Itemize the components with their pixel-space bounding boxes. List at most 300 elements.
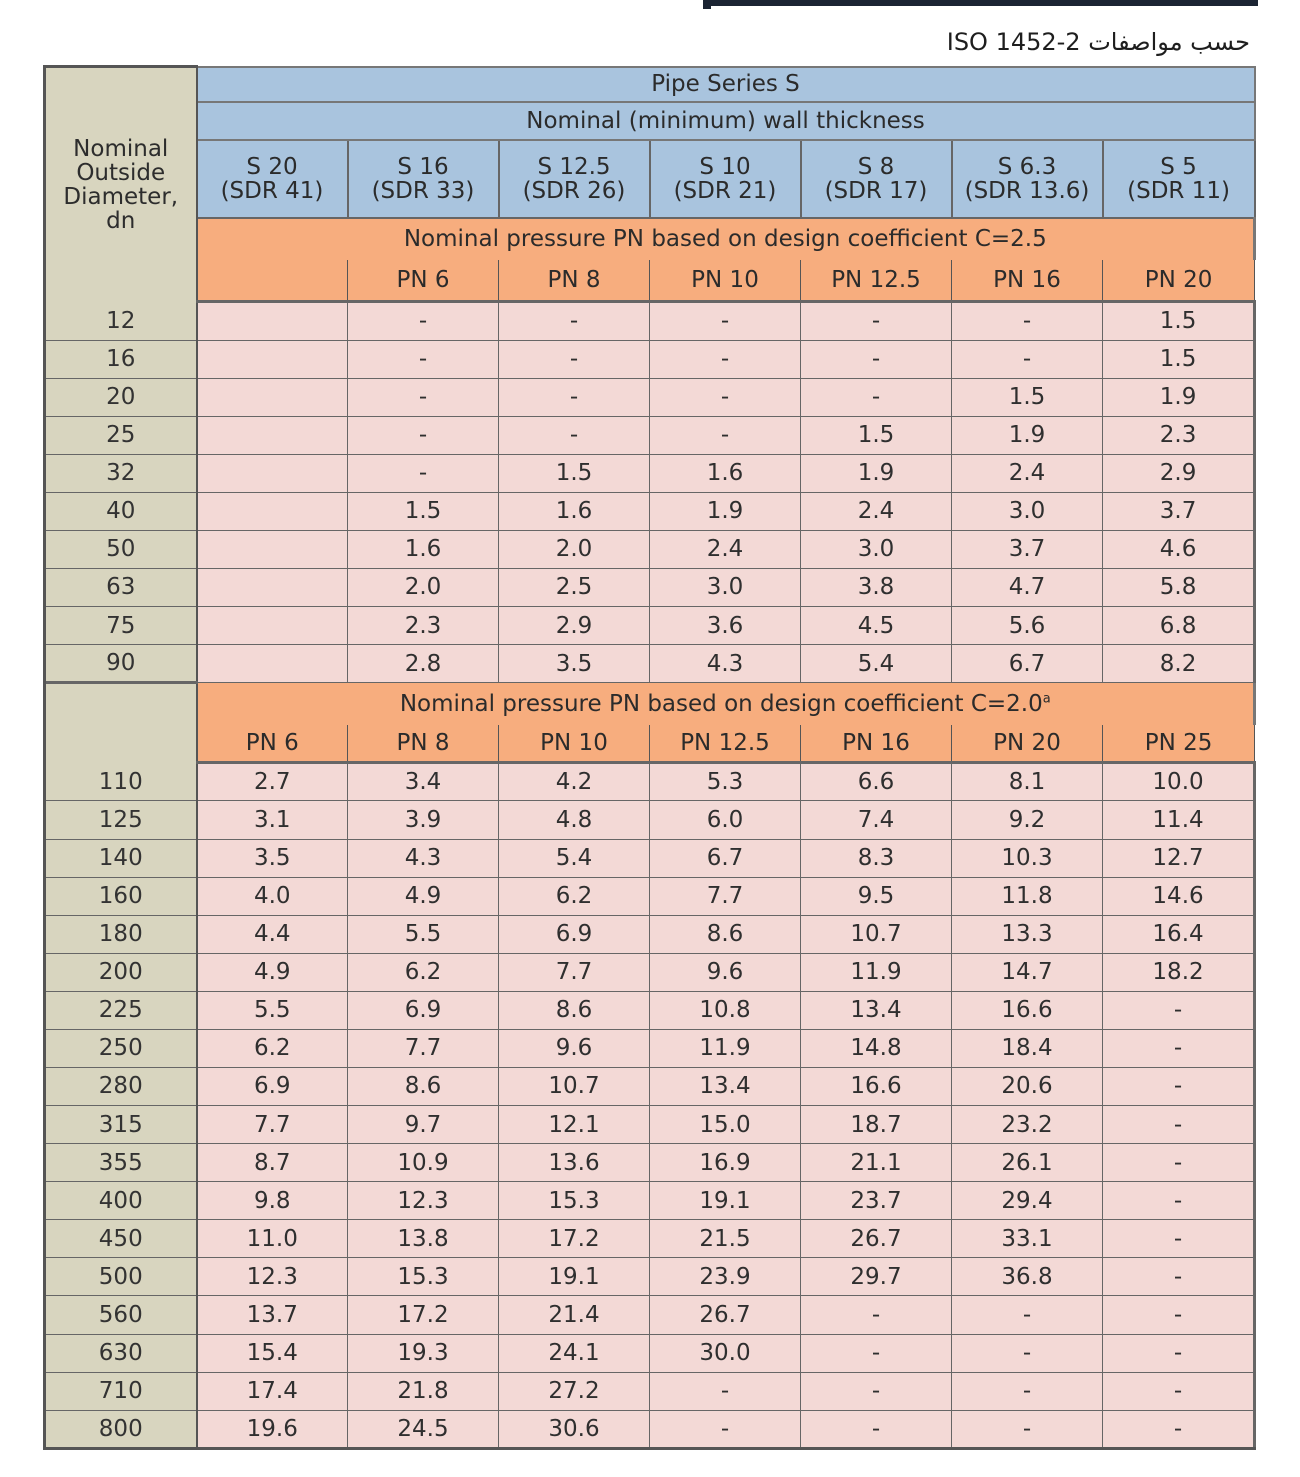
thickness-cell: - bbox=[650, 1410, 801, 1448]
thickness-cell: - bbox=[801, 340, 952, 378]
thickness-cell: 1.9 bbox=[1103, 378, 1255, 416]
dn-header-line: Nominal bbox=[73, 135, 169, 162]
pipe-series-title: Pipe Series S bbox=[197, 67, 1255, 102]
thickness-cell: 21.8 bbox=[348, 1372, 499, 1410]
thickness-cell: - bbox=[952, 340, 1103, 378]
thickness-cell: 11.0 bbox=[197, 1220, 348, 1258]
thickness-cell: 8.1 bbox=[952, 763, 1103, 801]
thickness-cell: 1.6 bbox=[650, 454, 801, 492]
thickness-cell bbox=[197, 378, 348, 416]
dn-value: 225 bbox=[45, 991, 197, 1029]
table-row bbox=[45, 645, 1255, 683]
dn-value: 500 bbox=[45, 1258, 197, 1296]
dn-value: 20 bbox=[45, 378, 197, 416]
table-row bbox=[45, 302, 1255, 340]
series-label: S 12.5 bbox=[537, 153, 611, 180]
thickness-cell: 9.2 bbox=[952, 801, 1103, 839]
thickness-cell: - bbox=[348, 416, 499, 454]
thickness-cell: 12.3 bbox=[348, 1182, 499, 1220]
thickness-cell: 24.5 bbox=[348, 1410, 499, 1448]
thickness-cell: 10.7 bbox=[499, 1068, 650, 1106]
thickness-cell: 10.7 bbox=[801, 915, 952, 953]
series-header-cell bbox=[801, 140, 952, 218]
pn-label: PN 16 bbox=[952, 260, 1103, 302]
thickness-cell: 15.3 bbox=[348, 1258, 499, 1296]
thickness-cell: 6.2 bbox=[197, 1029, 348, 1067]
sdr-label: (SDR 17) bbox=[824, 177, 928, 204]
thickness-cell: 12.1 bbox=[499, 1106, 650, 1144]
thickness-cell: 18.4 bbox=[952, 1029, 1103, 1067]
thickness-cell: 10.9 bbox=[348, 1144, 499, 1182]
thickness-cell: 29.7 bbox=[801, 1258, 952, 1296]
thickness-cell: 2.5 bbox=[499, 569, 650, 607]
thickness-cell: - bbox=[348, 378, 499, 416]
thickness-cell: 1.9 bbox=[650, 492, 801, 530]
thickness-cell: 2.0 bbox=[348, 569, 499, 607]
dn-value: 355 bbox=[45, 1144, 197, 1182]
table-row bbox=[45, 1106, 1255, 1144]
thickness-cell: 7.7 bbox=[650, 877, 801, 915]
thickness-cell: 4.3 bbox=[348, 839, 499, 877]
thickness-cell: 7.7 bbox=[499, 953, 650, 991]
pn-label: PN 8 bbox=[499, 260, 650, 302]
thickness-cell: 10.0 bbox=[1103, 763, 1255, 801]
thickness-cell: 8.7 bbox=[197, 1144, 348, 1182]
thickness-cell: 4.0 bbox=[197, 877, 348, 915]
thickness-cell: 6.2 bbox=[348, 953, 499, 991]
pn-label: PN 16 bbox=[801, 725, 952, 763]
thickness-cell: 13.6 bbox=[499, 1144, 650, 1182]
thickness-cell bbox=[197, 569, 348, 607]
thickness-cell: 36.8 bbox=[952, 1258, 1103, 1296]
table-row bbox=[45, 416, 1255, 454]
thickness-cell: 23.7 bbox=[801, 1182, 952, 1220]
thickness-cell: - bbox=[1103, 1334, 1255, 1372]
thickness-cell: 24.1 bbox=[499, 1334, 650, 1372]
wall-thickness-table bbox=[43, 65, 1256, 1450]
thickness-cell: 7.4 bbox=[801, 801, 952, 839]
thickness-cell: - bbox=[1103, 1220, 1255, 1258]
thickness-cell: - bbox=[801, 1372, 952, 1410]
thickness-cell: - bbox=[952, 1334, 1103, 1372]
thickness-cell: 5.6 bbox=[952, 607, 1103, 645]
thickness-cell: 2.0 bbox=[499, 530, 650, 568]
wall-thickness-title: Nominal (minimum) wall thickness bbox=[197, 102, 1255, 140]
dn-value: 800 bbox=[45, 1410, 197, 1448]
table-row bbox=[45, 454, 1255, 492]
table-row bbox=[45, 1334, 1255, 1372]
thickness-cell: 26.7 bbox=[801, 1220, 952, 1258]
thickness-cell: 4.5 bbox=[801, 607, 952, 645]
thickness-cell: - bbox=[499, 340, 650, 378]
thickness-cell: 27.2 bbox=[499, 1372, 650, 1410]
thickness-cell: - bbox=[1103, 1068, 1255, 1106]
thickness-cell: 8.6 bbox=[650, 915, 801, 953]
dn-value: 250 bbox=[45, 1029, 197, 1067]
dn-value: 560 bbox=[45, 1296, 197, 1334]
thickness-cell: 3.6 bbox=[650, 607, 801, 645]
dn-value: 160 bbox=[45, 877, 197, 915]
section2-title-cell bbox=[197, 683, 1255, 725]
thickness-cell: - bbox=[952, 1296, 1103, 1334]
thickness-cell: - bbox=[348, 454, 499, 492]
thickness-cell: - bbox=[650, 302, 801, 340]
thickness-cell: 5.3 bbox=[650, 763, 801, 801]
dn-value: 140 bbox=[45, 839, 197, 877]
table-row bbox=[45, 877, 1255, 915]
thickness-cell: 2.4 bbox=[650, 530, 801, 568]
thickness-cell: 9.8 bbox=[197, 1182, 348, 1220]
thickness-cell: 1.5 bbox=[952, 378, 1103, 416]
thickness-cell: - bbox=[1103, 1410, 1255, 1448]
thickness-cell: 4.3 bbox=[650, 645, 801, 683]
dn-value: 400 bbox=[45, 1182, 197, 1220]
thickness-cell: 3.8 bbox=[801, 569, 952, 607]
thickness-cell: 6.6 bbox=[801, 763, 952, 801]
thickness-cell: 20.6 bbox=[952, 1068, 1103, 1106]
series-header-cell bbox=[650, 140, 801, 218]
thickness-cell: 8.3 bbox=[801, 839, 952, 877]
table-row bbox=[45, 1068, 1255, 1106]
dn-value: 63 bbox=[45, 569, 197, 607]
dn-value: 75 bbox=[45, 607, 197, 645]
thickness-cell: - bbox=[1103, 1182, 1255, 1220]
series-label: S 5 bbox=[1160, 153, 1197, 180]
thickness-cell: 11.9 bbox=[650, 1029, 801, 1067]
thickness-cell: 9.7 bbox=[348, 1106, 499, 1144]
thickness-cell: 1.5 bbox=[1103, 340, 1255, 378]
thickness-cell: 18.7 bbox=[801, 1106, 952, 1144]
thickness-cell: - bbox=[1103, 1106, 1255, 1144]
thickness-cell: - bbox=[801, 1410, 952, 1448]
thickness-cell: - bbox=[1103, 1372, 1255, 1410]
series-label: S 10 bbox=[699, 153, 751, 180]
dn-header-line: Outside bbox=[76, 159, 166, 186]
thickness-cell bbox=[197, 340, 348, 378]
thickness-cell: 6.7 bbox=[952, 645, 1103, 683]
pn-label: PN 12.5 bbox=[801, 260, 952, 302]
thickness-cell bbox=[197, 454, 348, 492]
thickness-cell: 11.8 bbox=[952, 877, 1103, 915]
sdr-label: (SDR 11) bbox=[1127, 177, 1230, 204]
table-row bbox=[45, 607, 1255, 645]
pn-label: PN 6 bbox=[348, 260, 499, 302]
thickness-cell: 19.6 bbox=[197, 1410, 348, 1448]
thickness-cell bbox=[197, 607, 348, 645]
thickness-cell: - bbox=[801, 1296, 952, 1334]
thickness-cell: 12.7 bbox=[1103, 839, 1255, 877]
thickness-cell: 26.1 bbox=[952, 1144, 1103, 1182]
thickness-cell bbox=[197, 416, 348, 454]
dn-value: 12 bbox=[45, 302, 197, 340]
thickness-cell: 21.1 bbox=[801, 1144, 952, 1182]
thickness-cell: - bbox=[348, 340, 499, 378]
series-header-cell bbox=[1103, 140, 1255, 218]
dn-value: 125 bbox=[45, 801, 197, 839]
thickness-cell: 16.6 bbox=[952, 991, 1103, 1029]
thickness-cell: 3.5 bbox=[499, 645, 650, 683]
thickness-cell: 2.7 bbox=[197, 763, 348, 801]
thickness-cell: 6.8 bbox=[1103, 607, 1255, 645]
thickness-cell: 8.6 bbox=[348, 1068, 499, 1106]
thickness-cell: - bbox=[499, 416, 650, 454]
section2-title: Nominal pressure PN based on design coefficient C=2.0 bbox=[399, 690, 1043, 717]
thickness-cell bbox=[197, 302, 348, 340]
dn-value: 315 bbox=[45, 1106, 197, 1144]
pn-label: PN 12.5 bbox=[650, 725, 801, 763]
thickness-cell: - bbox=[499, 302, 650, 340]
thickness-cell: - bbox=[801, 1334, 952, 1372]
pn-label: PN 8 bbox=[348, 725, 499, 763]
pn-label: PN 10 bbox=[650, 260, 801, 302]
dn-value: 450 bbox=[45, 1220, 197, 1258]
thickness-cell: 16.9 bbox=[650, 1144, 801, 1182]
thickness-cell: 4.8 bbox=[499, 801, 650, 839]
dn-header-line: dn bbox=[106, 208, 136, 235]
thickness-cell: 26.7 bbox=[650, 1296, 801, 1334]
thickness-cell: 2.4 bbox=[952, 454, 1103, 492]
thickness-cell: 13.3 bbox=[952, 915, 1103, 953]
table-row bbox=[45, 801, 1255, 839]
thickness-cell: 23.2 bbox=[952, 1106, 1103, 1144]
thickness-cell: 5.8 bbox=[1103, 569, 1255, 607]
table-row bbox=[45, 1296, 1255, 1334]
thickness-cell: 17.4 bbox=[197, 1372, 348, 1410]
thickness-cell: 3.9 bbox=[348, 801, 499, 839]
thickness-cell: 1.9 bbox=[801, 454, 952, 492]
series-header-cell bbox=[348, 140, 499, 218]
thickness-cell: 3.7 bbox=[1103, 492, 1255, 530]
thickness-cell: 8.2 bbox=[1103, 645, 1255, 683]
thickness-cell: 15.3 bbox=[499, 1182, 650, 1220]
thickness-cell: - bbox=[1103, 991, 1255, 1029]
pn-label: PN 25 bbox=[1103, 725, 1255, 763]
thickness-cell: 4.9 bbox=[348, 877, 499, 915]
thickness-cell: - bbox=[499, 378, 650, 416]
dn-value: 280 bbox=[45, 1068, 197, 1106]
pn-label: PN 20 bbox=[1103, 260, 1255, 302]
section1-title: Nominal pressure PN based on design coefficient C=2.5 bbox=[197, 218, 1255, 260]
footnote-mark: a bbox=[1042, 691, 1051, 707]
section2-pn-row bbox=[45, 725, 1255, 763]
table-row bbox=[45, 1258, 1255, 1296]
thickness-cell: 16.4 bbox=[1103, 915, 1255, 953]
thickness-cell: 13.4 bbox=[650, 1068, 801, 1106]
thickness-cell: 6.7 bbox=[650, 839, 801, 877]
thickness-cell: 2.3 bbox=[1103, 416, 1255, 454]
thickness-cell: 23.9 bbox=[650, 1258, 801, 1296]
dn-value: 630 bbox=[45, 1334, 197, 1372]
thickness-cell: - bbox=[348, 302, 499, 340]
thickness-cell: 5.5 bbox=[197, 991, 348, 1029]
sdr-label: (SDR 13.6) bbox=[964, 177, 1090, 204]
thickness-cell: 4.7 bbox=[952, 569, 1103, 607]
thickness-cell: 7.7 bbox=[197, 1106, 348, 1144]
dn-column-header bbox=[45, 67, 197, 302]
thickness-cell: 1.6 bbox=[499, 492, 650, 530]
series-label: S 8 bbox=[857, 153, 895, 180]
thickness-cell: 12.3 bbox=[197, 1258, 348, 1296]
top-decorative-bar bbox=[703, 0, 1258, 6]
dn-value: 40 bbox=[45, 492, 197, 530]
table-row bbox=[45, 839, 1255, 877]
thickness-cell: 4.9 bbox=[197, 953, 348, 991]
thickness-cell: 11.4 bbox=[1103, 801, 1255, 839]
dn-value: 50 bbox=[45, 530, 197, 568]
thickness-cell: 29.4 bbox=[952, 1182, 1103, 1220]
thickness-cell: - bbox=[801, 378, 952, 416]
thickness-cell: 14.7 bbox=[952, 953, 1103, 991]
thickness-cell: - bbox=[650, 416, 801, 454]
section1-pn-row bbox=[45, 260, 1255, 302]
dn-value: 16 bbox=[45, 340, 197, 378]
table-row bbox=[45, 1220, 1255, 1258]
thickness-cell: 13.8 bbox=[348, 1220, 499, 1258]
table-row bbox=[45, 953, 1255, 991]
dn-value: 90 bbox=[45, 645, 197, 683]
thickness-cell: 6.9 bbox=[348, 991, 499, 1029]
thickness-cell: 3.5 bbox=[197, 839, 348, 877]
dn-header-line: Diameter, bbox=[63, 183, 179, 210]
thickness-cell: 3.4 bbox=[348, 763, 499, 801]
table-row bbox=[45, 378, 1255, 416]
thickness-cell: 30.0 bbox=[650, 1334, 801, 1372]
series-header-cell bbox=[197, 140, 348, 218]
thickness-cell: 6.9 bbox=[499, 915, 650, 953]
thickness-cell: 3.0 bbox=[801, 530, 952, 568]
series-header-cell bbox=[952, 140, 1103, 218]
dn-value: 180 bbox=[45, 915, 197, 953]
thickness-cell: - bbox=[1103, 1258, 1255, 1296]
table-row bbox=[45, 530, 1255, 568]
pn-label: PN 20 bbox=[952, 725, 1103, 763]
thickness-cell: 5.4 bbox=[801, 645, 952, 683]
thickness-cell: 2.9 bbox=[1103, 454, 1255, 492]
sdr-label: (SDR 41) bbox=[220, 177, 324, 204]
thickness-cell: - bbox=[952, 1372, 1103, 1410]
thickness-cell: 8.6 bbox=[499, 991, 650, 1029]
thickness-cell: 21.5 bbox=[650, 1220, 801, 1258]
dn-value: 200 bbox=[45, 953, 197, 991]
top-decorative-tick bbox=[703, 0, 711, 9]
table-row bbox=[45, 763, 1255, 801]
sdr-label: (SDR 33) bbox=[371, 177, 475, 204]
thickness-cell bbox=[197, 492, 348, 530]
thickness-cell: 1.5 bbox=[499, 454, 650, 492]
thickness-cell: 17.2 bbox=[499, 1220, 650, 1258]
table-row bbox=[45, 1182, 1255, 1220]
thickness-cell: 4.4 bbox=[197, 915, 348, 953]
thickness-cell: 14.6 bbox=[1103, 877, 1255, 915]
series-label: S 6.3 bbox=[997, 153, 1057, 180]
thickness-cell: 15.0 bbox=[650, 1106, 801, 1144]
thickness-cell: 3.0 bbox=[952, 492, 1103, 530]
thickness-cell: - bbox=[952, 302, 1103, 340]
table-row bbox=[45, 492, 1255, 530]
thickness-cell: 19.1 bbox=[499, 1258, 650, 1296]
thickness-cell: 17.2 bbox=[348, 1296, 499, 1334]
thickness-cell: - bbox=[650, 1372, 801, 1410]
thickness-cell: 9.6 bbox=[499, 1029, 650, 1067]
thickness-cell: - bbox=[650, 378, 801, 416]
thickness-cell: 2.4 bbox=[801, 492, 952, 530]
thickness-cell: 1.5 bbox=[348, 492, 499, 530]
thickness-cell: 5.4 bbox=[499, 839, 650, 877]
pn-label: PN 10 bbox=[499, 725, 650, 763]
pn-label bbox=[197, 260, 348, 302]
dn-value: 710 bbox=[45, 1372, 197, 1410]
thickness-cell: 2.9 bbox=[499, 607, 650, 645]
header-row-wall-thickness bbox=[45, 102, 1255, 140]
series-header-cell bbox=[499, 140, 650, 218]
table-row bbox=[45, 915, 1255, 953]
thickness-cell: - bbox=[1103, 1029, 1255, 1067]
thickness-cell: 4.2 bbox=[499, 763, 650, 801]
pn-label: PN 6 bbox=[197, 725, 348, 763]
dn-value: 110 bbox=[45, 763, 197, 801]
dn-value: 25 bbox=[45, 416, 197, 454]
thickness-cell: 33.1 bbox=[952, 1220, 1103, 1258]
thickness-cell: - bbox=[1103, 1296, 1255, 1334]
table-row bbox=[45, 569, 1255, 607]
table-row bbox=[45, 1410, 1255, 1448]
thickness-cell: - bbox=[1103, 1144, 1255, 1182]
series-label: S 20 bbox=[246, 153, 298, 180]
thickness-cell: 13.7 bbox=[197, 1296, 348, 1334]
thickness-cell: 10.3 bbox=[952, 839, 1103, 877]
table-row bbox=[45, 991, 1255, 1029]
sdr-label: (SDR 26) bbox=[522, 177, 626, 204]
thickness-cell: 1.5 bbox=[801, 416, 952, 454]
series-label: S 16 bbox=[397, 153, 449, 180]
header-row-pipe-series bbox=[45, 67, 1255, 102]
thickness-cell: 1.5 bbox=[1103, 302, 1255, 340]
thickness-cell: 2.3 bbox=[348, 607, 499, 645]
thickness-cell: 13.4 bbox=[801, 991, 952, 1029]
thickness-cell: 1.6 bbox=[348, 530, 499, 568]
thickness-cell: - bbox=[952, 1410, 1103, 1448]
thickness-cell: 21.4 bbox=[499, 1296, 650, 1334]
thickness-cell bbox=[197, 645, 348, 683]
thickness-cell: 15.4 bbox=[197, 1334, 348, 1372]
header-row-series bbox=[45, 140, 1255, 218]
dn-value: 32 bbox=[45, 454, 197, 492]
section2-stub bbox=[45, 683, 197, 763]
thickness-cell: - bbox=[650, 340, 801, 378]
thickness-cell: 5.5 bbox=[348, 915, 499, 953]
table-row bbox=[45, 1372, 1255, 1410]
thickness-cell: 11.9 bbox=[801, 953, 952, 991]
thickness-cell: 1.9 bbox=[952, 416, 1103, 454]
thickness-cell: 3.1 bbox=[197, 801, 348, 839]
thickness-cell bbox=[197, 530, 348, 568]
thickness-cell: 9.5 bbox=[801, 877, 952, 915]
thickness-cell: 7.7 bbox=[348, 1029, 499, 1067]
thickness-cell: - bbox=[801, 302, 952, 340]
thickness-cell: 2.8 bbox=[348, 645, 499, 683]
thickness-cell: 6.9 bbox=[197, 1068, 348, 1106]
thickness-cell: 18.2 bbox=[1103, 953, 1255, 991]
thickness-cell: 16.6 bbox=[801, 1068, 952, 1106]
standard-caption: ISO 1452-2 حسب مواصفات bbox=[946, 28, 1250, 56]
thickness-cell: 3.0 bbox=[650, 569, 801, 607]
thickness-cell: 3.7 bbox=[952, 530, 1103, 568]
thickness-cell: 14.8 bbox=[801, 1029, 952, 1067]
thickness-cell: 6.0 bbox=[650, 801, 801, 839]
thickness-cell: 10.8 bbox=[650, 991, 801, 1029]
section1-title-row bbox=[45, 218, 1255, 260]
thickness-cell: 19.1 bbox=[650, 1182, 801, 1220]
